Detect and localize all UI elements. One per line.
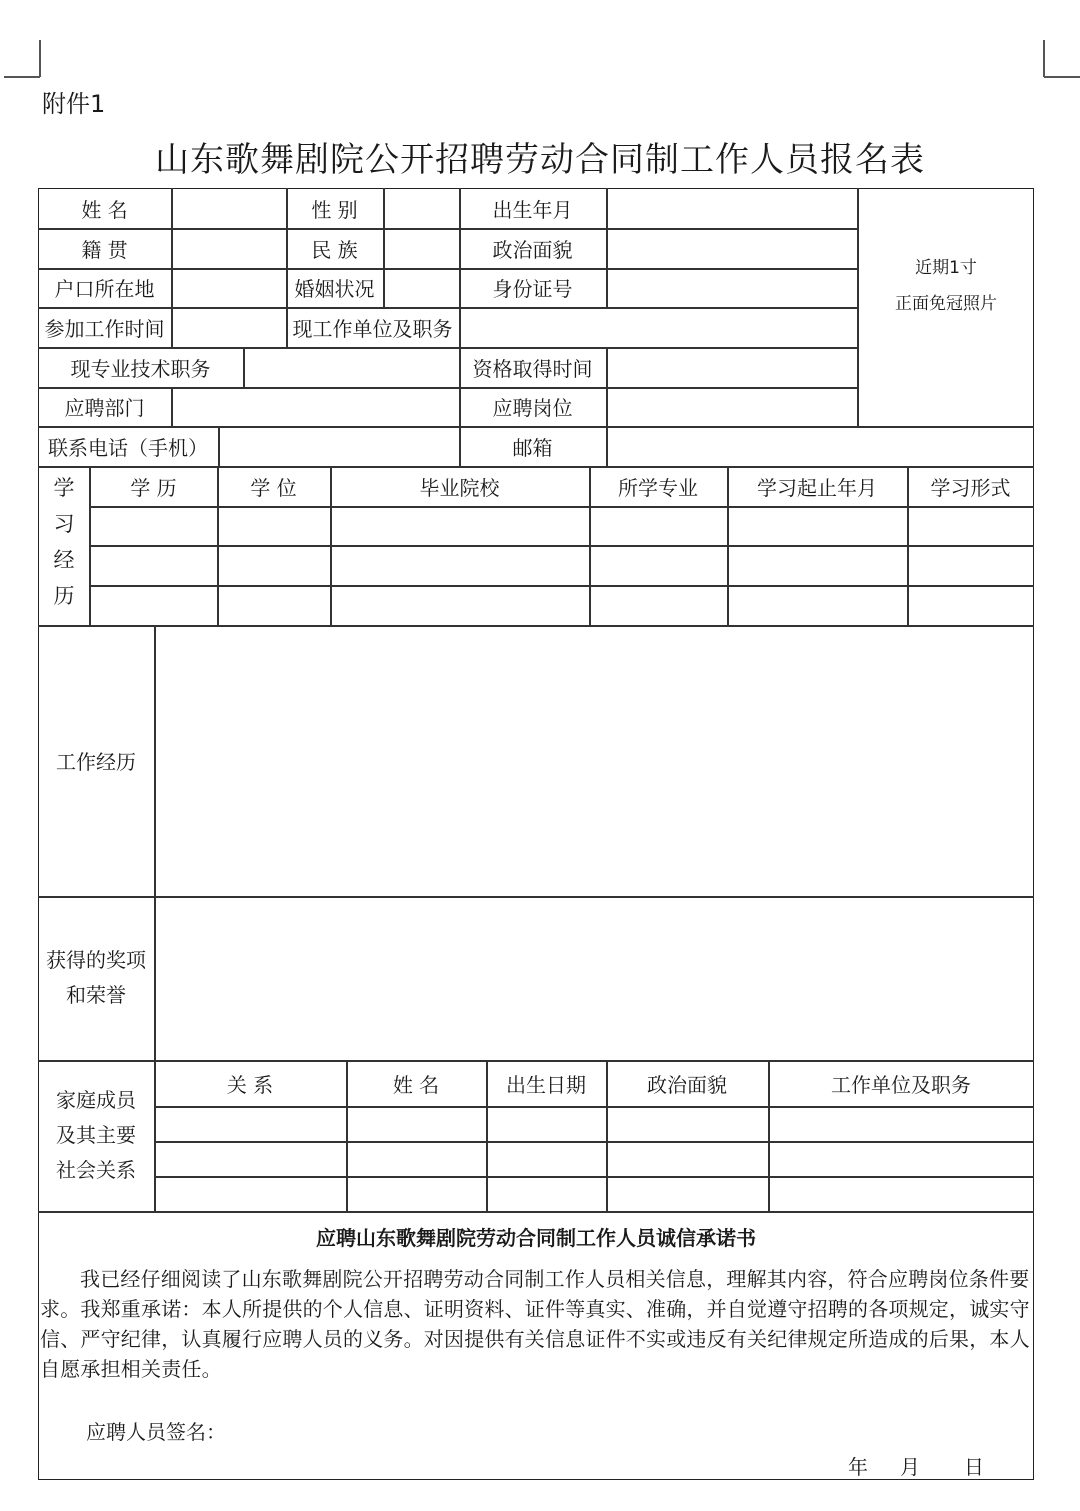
rule <box>38 1211 1034 1213</box>
edu-header-period: 学习起止年月 <box>757 475 877 500</box>
edu-header-major: 所学专业 <box>618 475 698 500</box>
label-gender: 性 别 <box>311 197 358 222</box>
education-side-char: 学 <box>53 476 75 500</box>
label-work-start: 参加工作时间 <box>44 316 165 341</box>
date-day: 日 <box>964 1455 984 1479</box>
family-header-name: 姓 名 <box>392 1072 440 1097</box>
hukou-field[interactable] <box>172 269 285 306</box>
family-header-relation: 关 系 <box>226 1072 274 1097</box>
label-native-place: 籍 贯 <box>81 237 128 262</box>
pledge-title: 应聘山东歌舞剧院劳动合同制工作人员诚信承诺书 <box>316 1226 756 1250</box>
phone-field[interactable] <box>219 427 458 465</box>
label-ethnicity: 民 族 <box>311 237 358 262</box>
edu-header-degree: 学 位 <box>250 475 297 500</box>
family-header-political: 政治面貌 <box>647 1072 727 1097</box>
work-history-field[interactable] <box>156 627 1033 895</box>
signature-label: 应聘人员签名： <box>86 1420 226 1444</box>
label-department: 应聘部门 <box>64 396 145 420</box>
political-status-field[interactable] <box>607 229 856 267</box>
label-current-unit: 现工作单位及职务 <box>292 316 453 341</box>
label-phone: 联系电话（手机） <box>48 435 208 460</box>
awards-label-line1: 获得的奖项 <box>46 948 146 972</box>
label-tech-title: 现专业技术职务 <box>70 356 211 381</box>
label-hukou: 户口所在地 <box>54 277 155 301</box>
education-side-char: 历 <box>53 584 75 608</box>
crop-mark-right-v <box>1043 40 1045 77</box>
label-qualification-time: 资格取得时间 <box>472 356 593 381</box>
gender-field[interactable] <box>384 189 458 227</box>
awards-label <box>38 896 154 1060</box>
edu-header-degree-level: 学 历 <box>130 475 177 500</box>
qualification-time-field[interactable] <box>607 348 856 386</box>
signature-field[interactable] <box>230 1412 530 1446</box>
crop-mark-left-v <box>39 40 41 77</box>
label-id-number: 身份证号 <box>492 277 573 301</box>
name-field[interactable] <box>172 189 285 227</box>
edu-header-form: 学习形式 <box>930 475 1011 500</box>
id-number-field[interactable] <box>607 269 856 306</box>
awards-label-line2: 和荣誉 <box>66 983 126 1007</box>
label-marital-status: 婚姻状况 <box>294 277 375 301</box>
attachment-label: 附件1 <box>42 90 106 118</box>
pledge-body: 我已经仔细阅读了山东歌舞剧院公开招聘劳动合同制工作人员相关信息，理解其内容，符合应聘岗位条件要求。我郑重承诺：本人所提供的个人信息、证明资料、证件等真实、准确，并自觉遵守招聘的各项规定，诚实守信、严守纪律，认真履行应聘人员的义务。对因提供有关信息证件不实或违反有关纪律规定所造成的后果，本人自愿承担相关责任。 <box>40 1267 1030 1381</box>
date-month: 月 <box>900 1455 920 1479</box>
label-email: 邮箱 <box>512 435 553 460</box>
photo-caption <box>858 250 1034 322</box>
awards-field[interactable] <box>156 898 1033 1059</box>
date-year: 年 <box>848 1455 868 1479</box>
department-field[interactable] <box>172 388 458 425</box>
family-header-birthdate: 出生日期 <box>506 1072 586 1097</box>
education-rows[interactable] <box>91 507 1033 624</box>
photo-caption-line2: 正面免冠照片 <box>895 294 997 314</box>
tech-title-field[interactable] <box>244 348 458 386</box>
family-label-line3: 社会关系 <box>56 1158 136 1182</box>
marital-status-field[interactable] <box>384 269 458 306</box>
family-label-line1: 家庭成员 <box>56 1088 136 1112</box>
family-label-line2: 及其主要 <box>56 1123 136 1147</box>
photo-caption-line1: 近期1寸 <box>915 258 977 278</box>
label-name: 姓 名 <box>81 197 128 222</box>
native-place-field[interactable] <box>172 229 285 267</box>
current-unit-field[interactable] <box>460 308 856 346</box>
education-side-char: 习 <box>53 512 75 536</box>
form-title: 山东歌舞剧院公开招聘劳动合同制工作人员报名表 <box>155 140 925 180</box>
label-birth: 出生年月 <box>492 197 573 222</box>
family-header-workplace: 工作单位及职务 <box>831 1072 971 1097</box>
ethnicity-field[interactable] <box>384 229 458 267</box>
education-side-label <box>38 470 90 614</box>
edu-header-school: 毕业院校 <box>419 475 500 500</box>
email-field[interactable] <box>607 427 1033 465</box>
crop-mark-right-h <box>1044 76 1080 78</box>
education-side-char: 经 <box>53 548 75 572</box>
crop-mark-left-h <box>4 76 40 78</box>
birth-field[interactable] <box>607 189 856 227</box>
work-start-field[interactable] <box>172 308 285 346</box>
work-history-label: 工作经历 <box>56 750 136 774</box>
family-rows[interactable] <box>156 1108 1033 1210</box>
label-political-status: 政治面貌 <box>492 237 573 262</box>
family-label <box>38 1060 154 1211</box>
position-field[interactable] <box>607 388 856 425</box>
label-position: 应聘岗位 <box>492 396 573 420</box>
